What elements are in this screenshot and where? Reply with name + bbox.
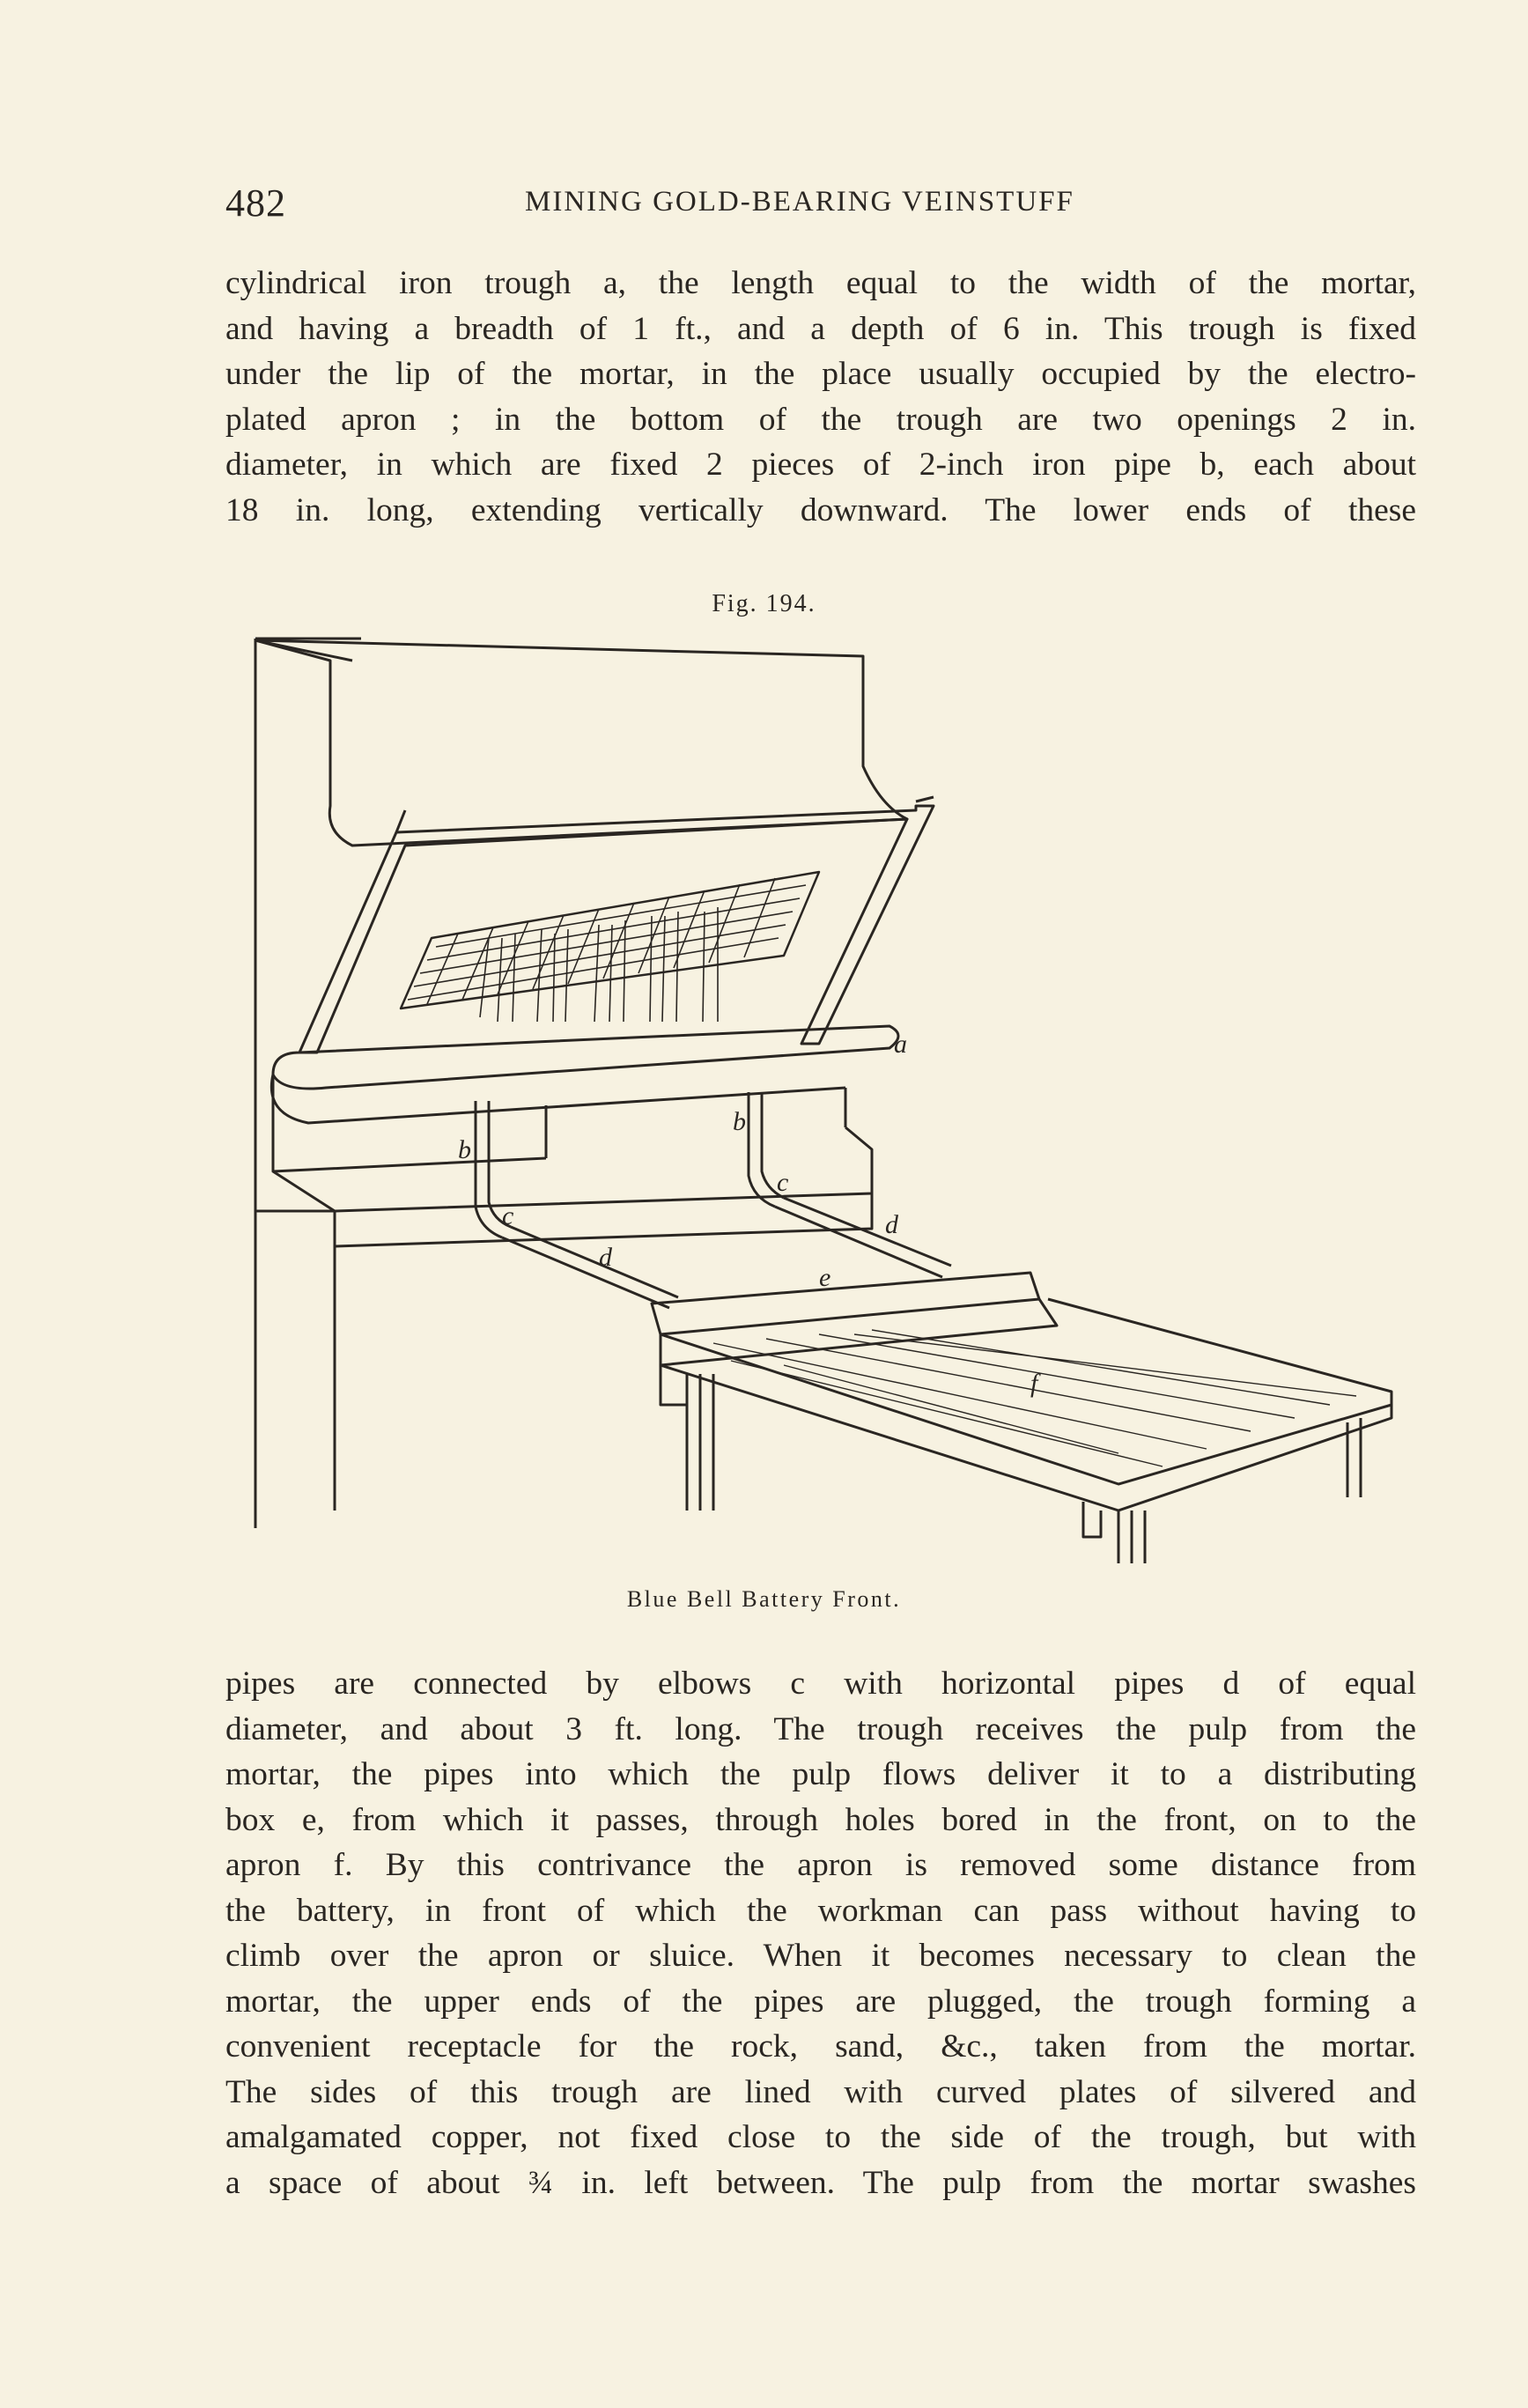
text-line: the battery, in front of which the workman can pass without having to bbox=[225, 1892, 1416, 1929]
figure-illustration bbox=[238, 630, 1400, 1563]
figure-letters bbox=[458, 1030, 1041, 1398]
apron-legs bbox=[687, 1374, 1361, 1563]
text-line: diameter, and about 3 ft. long. The trough receives the pulp from the bbox=[225, 1710, 1416, 1747]
text-line: under the lip of the mortar, in the place usually occupied by the electro- bbox=[225, 356, 1416, 392]
text-line: The sides of this trough are lined with curved plates of silvered and bbox=[225, 2073, 1416, 2110]
letter-d-right: d bbox=[885, 1210, 898, 1239]
page-number: 482 bbox=[225, 181, 286, 225]
paragraph-bottom bbox=[225, 1661, 1416, 2205]
text-line: cylindrical iron trough a, the length equal to the width of the mortar, bbox=[225, 265, 1416, 301]
text-line: climb over the apron or sluice. When it becomes necessary to clean the bbox=[225, 1938, 1416, 1974]
running-head: MINING GOLD-BEARING VEINSTUFF bbox=[525, 186, 1074, 218]
distributing-box-e bbox=[652, 1273, 1039, 1334]
page-header bbox=[225, 181, 1416, 233]
text-line: and having a breadth of 1 ft., and a depth of 6 in. This trough is fixed bbox=[225, 310, 1416, 347]
text-line: box e, from which it passes, through holes bored in the front, on to the bbox=[225, 1801, 1416, 1838]
letter-b-left: b bbox=[458, 1135, 471, 1164]
text-line: convenient receptacle for the rock, sand, &c., taken from the mortar. bbox=[225, 2028, 1416, 2065]
text-line: 18 in. long, extending vertically downward. The lower ends of these bbox=[225, 491, 1416, 528]
letter-a: a bbox=[894, 1030, 907, 1059]
figure-label: Fig. 194. bbox=[712, 590, 816, 617]
letter-c-right: c bbox=[777, 1168, 789, 1197]
pipe-d-right bbox=[775, 1198, 951, 1277]
text-line: amalgamated copper, not fixed close to the side of the trough, but with bbox=[225, 2119, 1416, 2155]
letter-d-left: d bbox=[599, 1243, 612, 1272]
battery-front-drawing bbox=[238, 630, 1400, 1563]
text-line: a space of about ¾ in. left between. The pulp from the mortar swashes bbox=[225, 2164, 1416, 2201]
screen-mesh bbox=[401, 872, 819, 1022]
letter-e: e bbox=[819, 1263, 831, 1292]
letter-b-right: b bbox=[733, 1107, 746, 1136]
paragraph-top bbox=[225, 261, 1416, 533]
figure-caption: Blue Bell Battery Front. bbox=[626, 1586, 902, 1612]
text-line: mortar, the pipes into which the pulp flows deliver it to a distributing bbox=[225, 1756, 1416, 1792]
letter-f: f bbox=[1030, 1369, 1038, 1398]
text-line: plated apron ; in the bottom of the trough are two openings 2 in. bbox=[225, 401, 1416, 438]
text-line: diameter, in which are fixed 2 pieces of 2-inch iron pipe b, each about bbox=[225, 447, 1416, 483]
text-line: pipes are connected by elbows c with horizontal pipes d of equal bbox=[225, 1666, 1416, 1702]
text-line: apron f. By this contrivance the apron is removed some distance from bbox=[225, 1847, 1416, 1883]
text-line: mortar, the upper ends of the pipes are plugged, the trough forming a bbox=[225, 1983, 1416, 2020]
letter-c-left: c bbox=[502, 1201, 514, 1230]
